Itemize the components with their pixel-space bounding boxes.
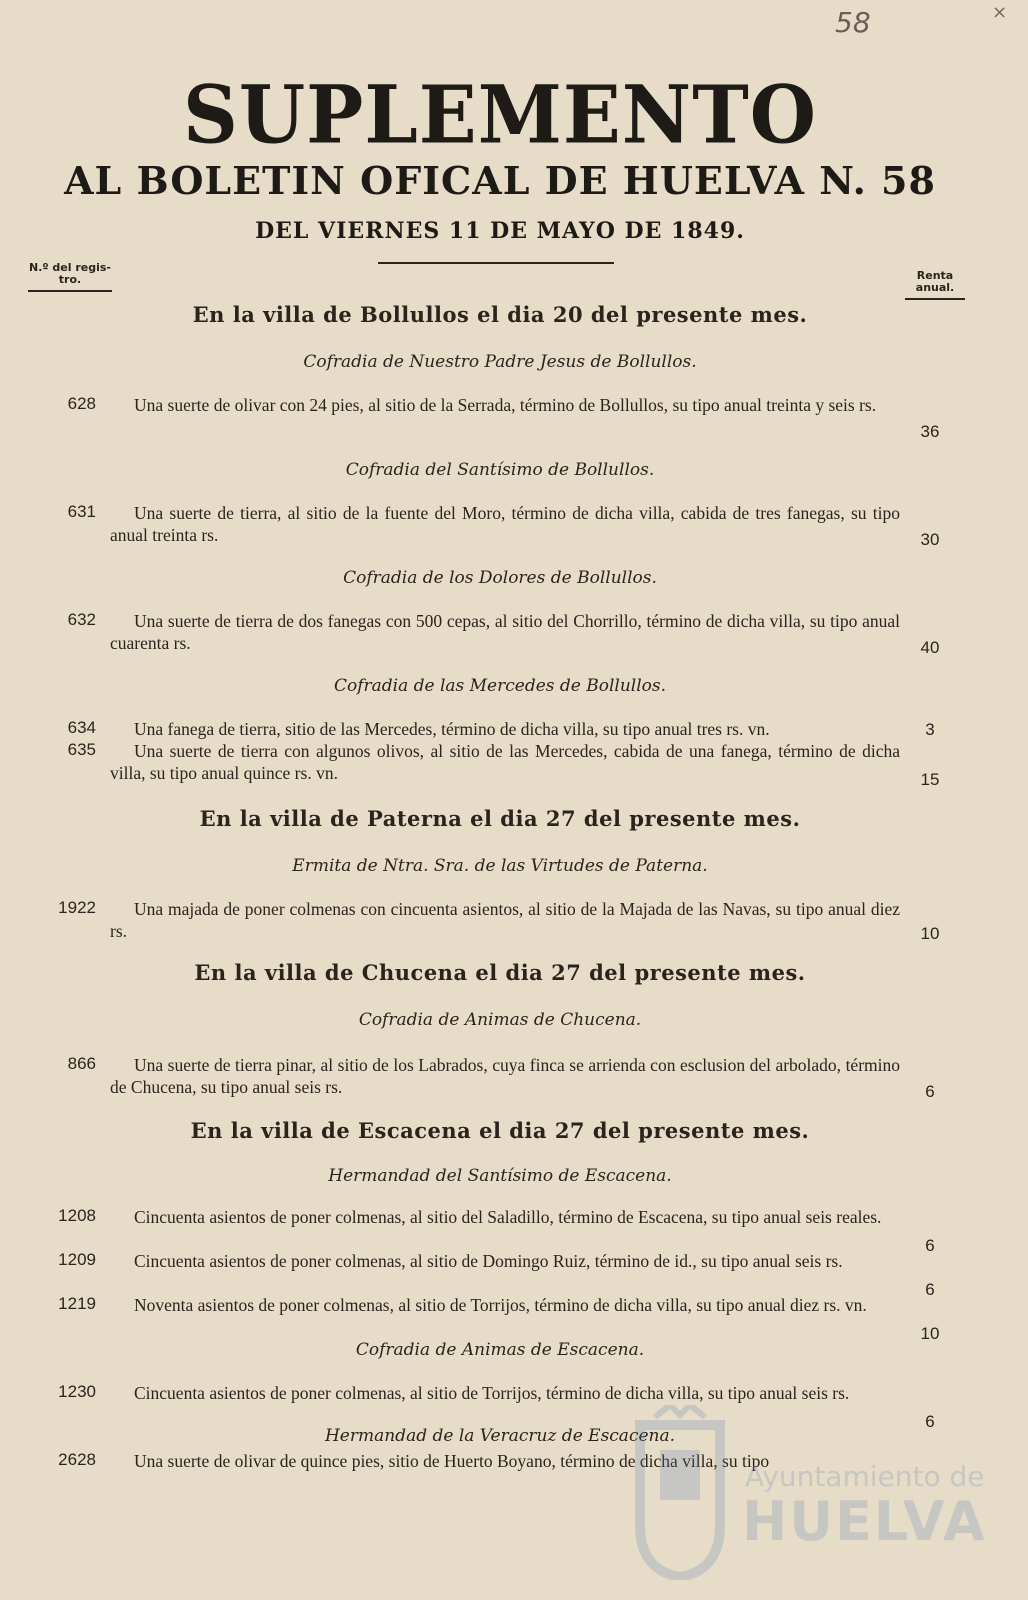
entry-rent: 40: [920, 638, 940, 657]
entry-number: 635: [67, 740, 96, 759]
publication-date: DEL VIERNES 11 DE MAYO DE 1849.: [255, 218, 745, 244]
folio-number: 58: [835, 6, 871, 39]
entry-text: Cincuenta asientos de poner colmenas, al sitio del Saladillo, término de Escacena, su tipo anual seis reales.: [134, 1207, 882, 1227]
archive-watermark: [630, 1405, 1010, 1585]
brotherhood-heading: Hermandad de la Veracruz de Escacena.: [324, 1426, 676, 1446]
entry-number: 1922: [58, 898, 96, 917]
entry-number: 631: [67, 502, 96, 521]
entry-number: 628: [67, 394, 96, 413]
brotherhood-heading: Hermandad del Santísimo de Escacena.: [328, 1166, 672, 1186]
brotherhood-heading: Cofradia de Animas de Chucena.: [358, 1010, 642, 1030]
entry-text: Una fanega de tierra, sitio de las Mercedes, término de dicha villa, su tipo anual tres rs. vn.: [134, 719, 770, 739]
city-shield-icon: [630, 1405, 730, 1580]
entry-text: Una suerte de tierra con algunos olivos, al sitio de las Mercedes, cabida de una fanega, término de dicha villa, su tipo anual quince rs. vn.: [110, 741, 900, 783]
entry-number: 1219: [58, 1294, 96, 1313]
watermark-line2: HUELVA: [742, 1490, 987, 1553]
entry-text: Una suerte de olivar con 24 pies, al sitio de la Serrada, término de Bollullos, su tipo anual treinta y seis rs.: [134, 395, 877, 415]
entry-rent: 6: [925, 1236, 935, 1255]
entry-number: 634: [67, 718, 96, 737]
entry-text: Una suerte de tierra de dos fanegas con 500 cepas, al sitio del Chorrillo, término de dicha villa, su tipo anual cuarenta rs.: [110, 611, 900, 653]
header-rule: [378, 262, 614, 264]
section-title-bollullos: En la villa de Bollullos el dia 20 del presente mes.: [192, 302, 808, 327]
brotherhood-heading: Cofradia de Animas de Escacena.: [355, 1340, 645, 1360]
entry-rent: 3: [925, 720, 935, 739]
section-title-escacena: En la villa de Escacena el dia 27 del presente mes.: [190, 1118, 810, 1143]
entry-number: 1208: [58, 1206, 96, 1225]
entry-rent: 6: [925, 1280, 935, 1299]
entry-rent: 36: [920, 422, 940, 441]
entry-number: 1209: [58, 1250, 96, 1269]
entry-text: Una suerte de olivar de quince pies, sitio de Huerto Boyano, término de dicha villa, su tipo: [134, 1451, 770, 1471]
entry-text: Cincuenta asientos de poner colmenas, al sitio de Torrijos, término de dicha villa, su tipo anual seis rs.: [134, 1383, 850, 1403]
brotherhood-heading: Cofradia del Santísimo de Bollullos.: [345, 460, 655, 480]
entry-number: 1230: [58, 1382, 96, 1401]
brotherhood-heading: Cofradia de las Mercedes de Bollullos.: [333, 676, 667, 696]
entry-rent: 10: [920, 924, 940, 943]
entry-number: 2628: [58, 1450, 96, 1469]
section-title-paterna: En la villa de Paterna el dia 27 del presente mes.: [199, 806, 801, 831]
brotherhood-heading: Cofradia de Nuestro Padre Jesus de Bollullos.: [303, 352, 697, 372]
entry-text: Una suerte de tierra pinar, al sitio de los Labrados, cuya finca se arrienda con esclusion del arbolado, término de Chucena, su tipo anual seis rs.: [110, 1055, 900, 1097]
page-title: SUPLEMENTO: [183, 67, 817, 162]
entry-text: Una majada de poner colmenas con cincuenta asientos, al sitio de la Majada de las Navas, su tipo anual diez rs.: [110, 899, 900, 941]
watermark-line1: Ayuntamiento de: [745, 1460, 985, 1493]
register-number-header: N.º del regis-tro.: [28, 262, 112, 292]
entry-rent: 10: [920, 1324, 940, 1343]
entry-number: 632: [67, 610, 96, 629]
entry-text: Una suerte de tierra, al sitio de la fuente del Moro, término de dicha villa, cabida de tres fanegas, su tipo anual treinta rs.: [110, 503, 900, 545]
brotherhood-heading: Cofradia de los Dolores de Bollullos.: [343, 568, 657, 588]
entry-number: 866: [67, 1054, 96, 1073]
page-subtitle: AL BOLETIN OFICAL DE HUELVA N. 58: [64, 158, 936, 203]
entry-text: Cincuenta asientos de poner colmenas, al sitio de Domingo Ruiz, término de id., su tipo anual seis rs.: [134, 1251, 843, 1271]
entry-rent: 30: [920, 530, 940, 549]
entry-rent: 6: [925, 1412, 935, 1431]
entry-text: Noventa asientos de poner colmenas, al sitio de Torrijos, término de dicha villa, su tipo anual diez rs. vn.: [134, 1295, 867, 1315]
corner-mark: ×: [992, 2, 1008, 23]
annual-rent-header: Renta anual.: [905, 270, 965, 300]
entry-rent: 6: [925, 1082, 935, 1101]
entry-rent: 15: [920, 770, 940, 789]
section-title-chucena: En la villa de Chucena el dia 27 del presente mes.: [194, 960, 806, 985]
brotherhood-heading: Ermita de Ntra. Sra. de las Virtudes de Paterna.: [292, 856, 708, 876]
